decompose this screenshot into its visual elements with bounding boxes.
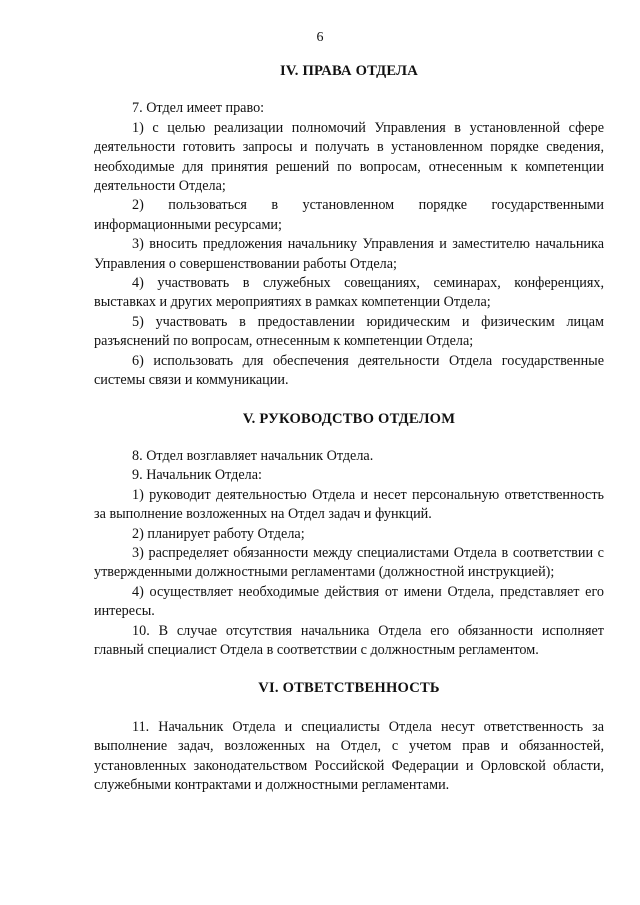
paragraph: 1) с целью реализации полномочий Управления в установленной сфере деятельности готовить запросы и получать в установленном порядке сведения, необходимые для принятия решений по вопросам, отнесенным к компетенции деятельности Отдела; — [94, 119, 604, 195]
paragraph: 2) планирует работу Отдела; — [132, 525, 305, 542]
page-number: 6 — [316, 30, 324, 45]
section-heading-management: V. РУКОВОДСТВО ОТДЕЛОМ — [242, 410, 456, 427]
section-heading-responsibility: VI. ОТВЕТСТВЕННОСТЬ — [258, 680, 440, 697]
paragraph: 4) осуществляет необходимые действия от имени Отдела, представляет его интересы. — [94, 583, 604, 620]
paragraph: 4) участвовать в служебных совещаниях, семинарах, конференциях, выставках и других мероприятиях в рамках компетенции Отдела; — [94, 275, 604, 311]
paragraph: 7. Отдел имеет право: — [132, 100, 265, 117]
paragraph: 9. Начальник Отдела: — [132, 467, 262, 484]
document-body — [94, 62, 604, 795]
paragraph: 8. Отдел возглавляет начальник Отдела. — [132, 447, 374, 464]
paragraph: 11. Начальник Отдела и специалисты Отдела несут ответственность за выполнение задач, возложенных на Отдел, с учетом прав и обязанностей, установленных законодательством Российской Федерации и Орловской области, служебными контрактами и должностными регламентами. — [94, 718, 604, 793]
paragraph: 10. В случае отсутствия начальника Отдела его обязанности исполняет главный специалист Отдела в соответствии с должностным регламентом. — [94, 622, 604, 658]
paragraph: 1) руководит деятельностью Отдела и несет персональную ответственность за выполнение возложенных на Отдел задач и функций. — [94, 486, 604, 523]
paragraph: 6) использовать для обеспечения деятельности Отдела государственные системы связи и коммуникации. — [94, 352, 604, 389]
paragraph: 2) пользоваться в установленном порядке государственными информационными ресурсами; — [94, 197, 604, 233]
paragraph: 3) распределяет обязанности между специалистами Отдела в соответствии с утвержденными должностными регламентами (должностной инструкцией); — [94, 544, 604, 581]
paragraph: 5) участвовать в предоставлении юридическим и физическим лицам разъяснений по вопросам, отнесенным к компетенции Отдела; — [94, 313, 604, 350]
section-heading-rights: IV. ПРАВА ОТДЕЛА — [280, 63, 418, 79]
paragraph: 3) вносить предложения начальнику Управления и заместителю начальника Управления о совершенствовании работы Отдела; — [94, 236, 604, 272]
